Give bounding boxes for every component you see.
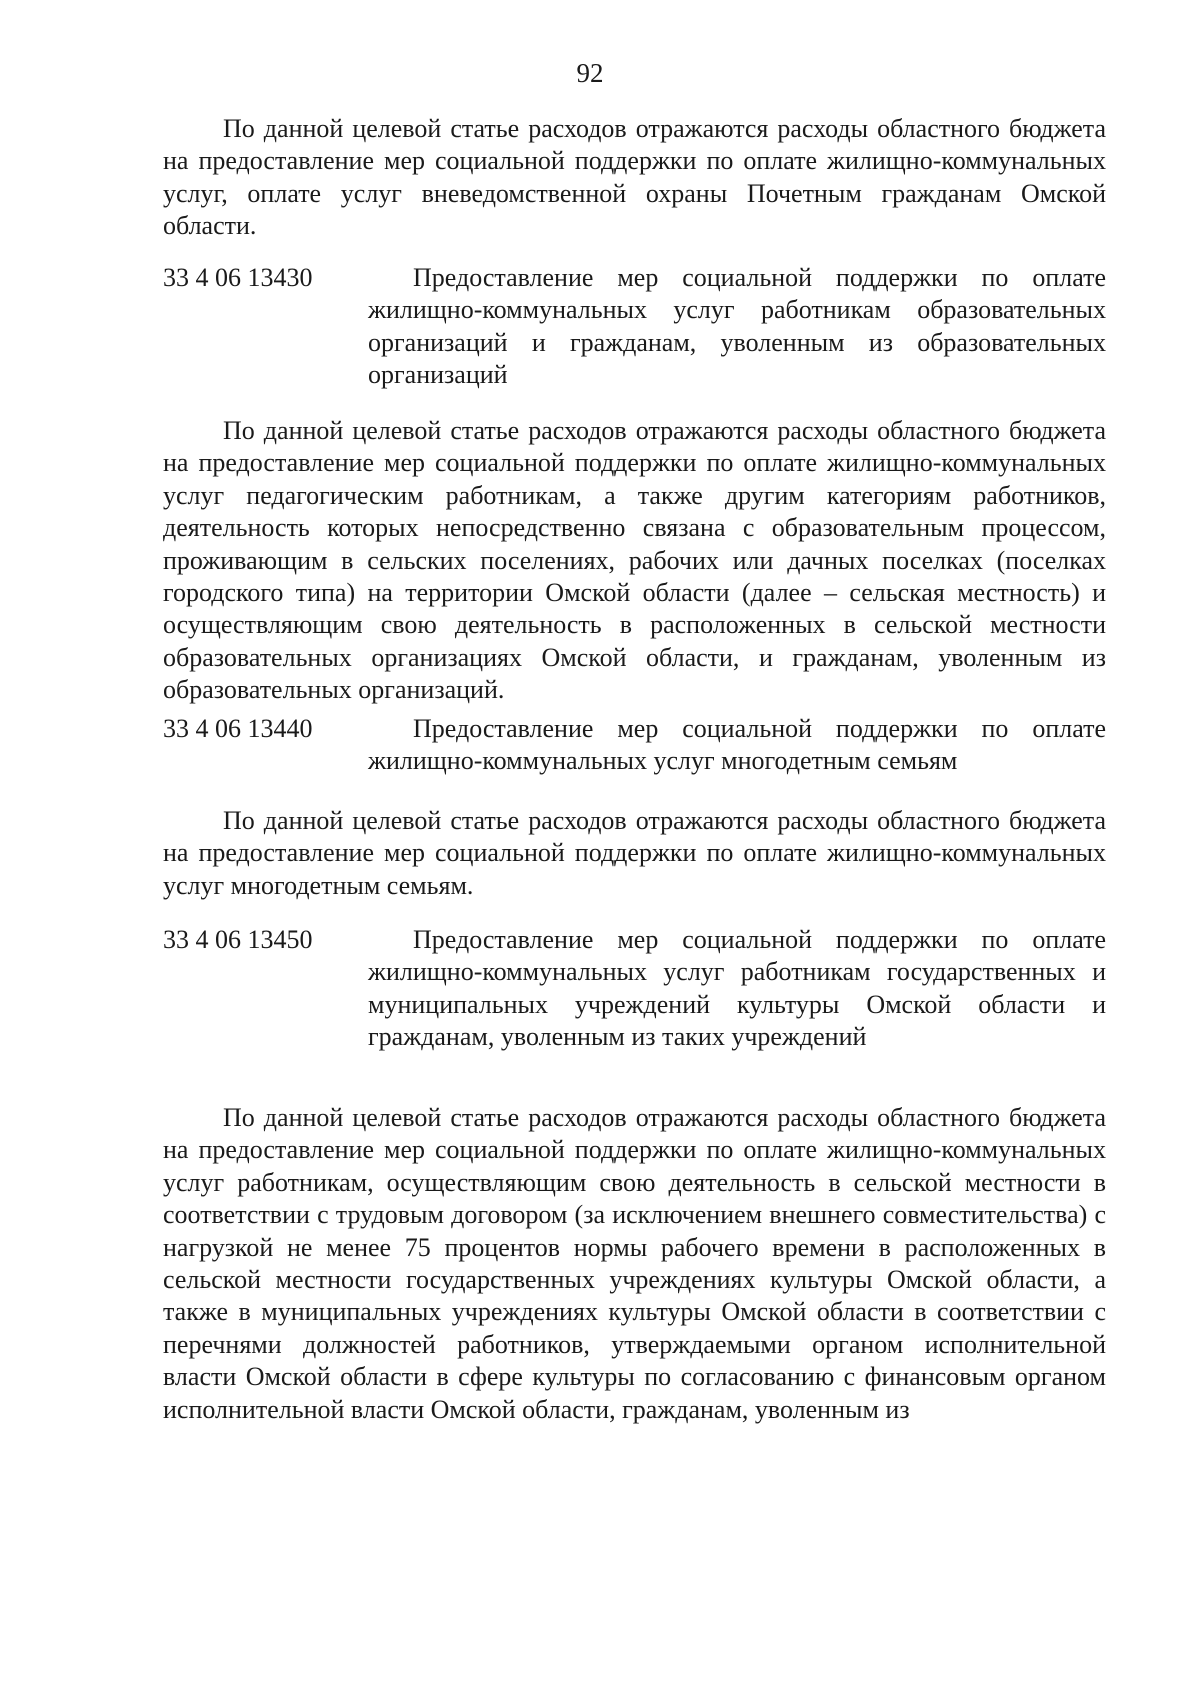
budget-code: 33 4 06 13450	[163, 925, 313, 954]
budget-item-title: Предоставление мер социальной поддержки по оплате жилищно-коммунальных услуг работникам государственных и муниципальных учреждений культуры Омской области и гражданам, уволенным из таких учреждений	[368, 925, 1106, 1052]
budget-item-description: По данной целевой статье расходов отражаются расходы областного бюджета на предоставление мер социальной поддержки по оплате жилищно-коммунальных услуг работникам, осуществляющим свою деятельность в сельской местности в соответствии с трудовым договором (за исключением внешнего совместительства) с нагрузкой не менее 75 процентов нормы рабочего времени в расположенных в сельской местности государственных учреждениях культуры Омской области, а также в муниципальных учреждениях культуры Омской области в соответствии с перечнями должностей работников, утверждаемыми органом исполнительной власти Омской области в сфере культуры по согласованию с финансовым органом исполнительной власти Омской области, гражданам, уволенным из	[163, 1103, 1106, 1424]
page-number: 92	[576, 58, 604, 88]
budget-code: 33 4 06 13440	[163, 714, 313, 743]
intro-paragraph: По данной целевой статье расходов отражаются расходы областного бюджета на предоставление мер социальной поддержки по оплате жилищно-коммунальных услуг, оплате услуг вневедомственной охраны Почетным гражданам Омской области.	[163, 114, 1106, 241]
budget-item-title: Предоставление мер социальной поддержки по оплате жилищно-коммунальных услуг работникам образовательных организаций и гражданам, уволенным из образовательных организаций	[368, 263, 1106, 390]
budget-item-description: По данной целевой статье расходов отражаются расходы областного бюджета на предоставление мер социальной поддержки по оплате жилищно-коммунальных услуг педагогическим работникам, а также другим категориям работников, деятельность которых непосредственно связана с образовательным процессом, проживающим в сельских поселениях, рабочих или дачных поселках (поселках городского типа) на территории Омской области (далее – сельская местность) и осуществляющим свою деятельность в расположенных в сельской местности образовательных организациях Омской области, и гражданам, уволенным из образовательных организаций.	[163, 416, 1106, 705]
budget-item-description: По данной целевой статье расходов отражаются расходы областного бюджета на предоставление мер социальной поддержки по оплате жилищно-коммунальных услуг многодетным семьям.	[163, 806, 1106, 900]
budget-code: 33 4 06 13430	[163, 263, 313, 292]
budget-item-title: Предоставление мер социальной поддержки по оплате жилищно-коммунальных услуг многодетным семьям	[368, 714, 1106, 776]
